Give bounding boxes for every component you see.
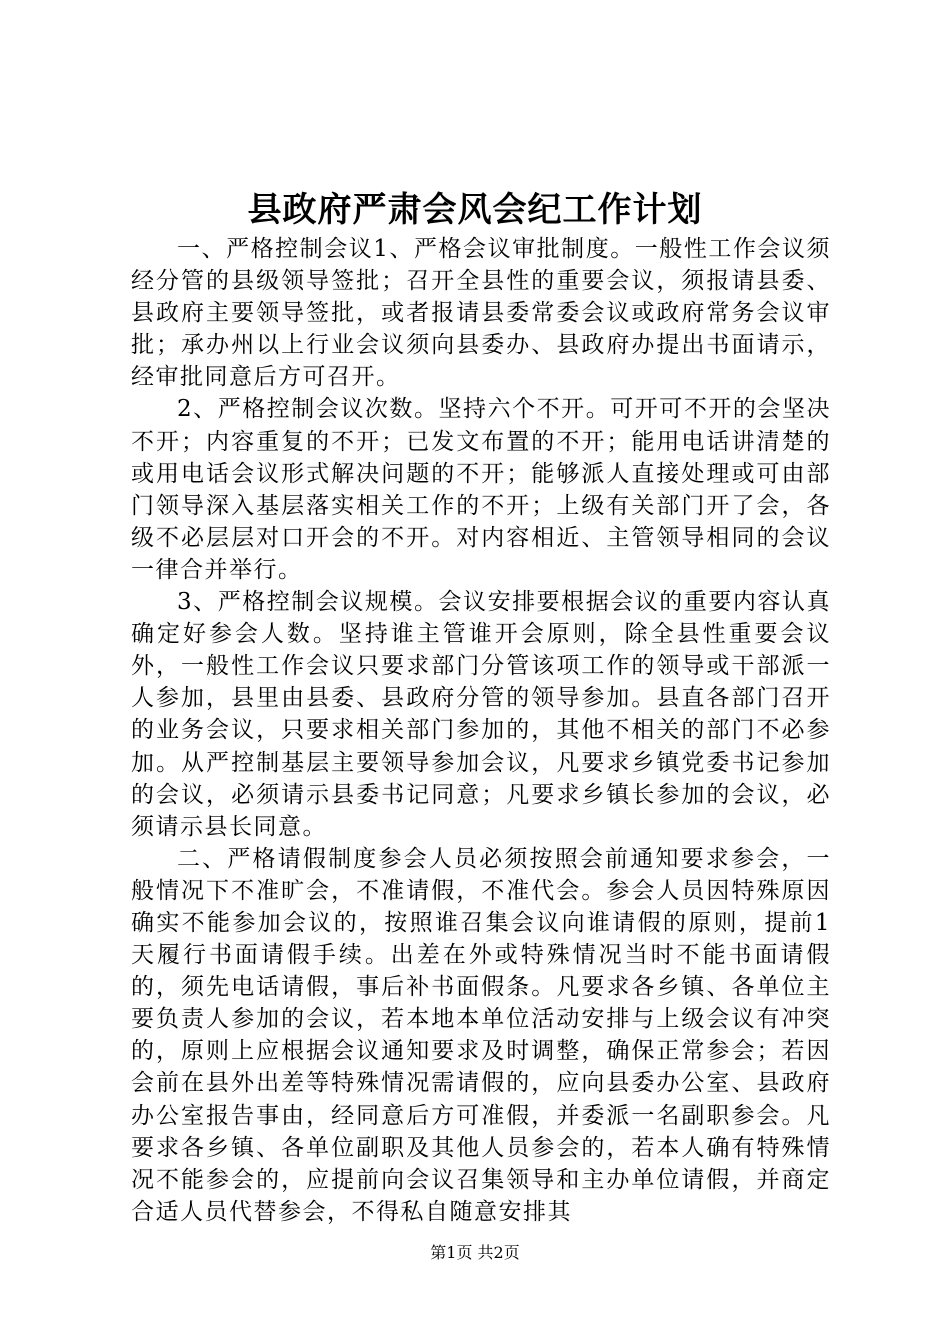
paragraph-meeting-scale: 3、严格控制会议规模。会议安排要根据会议的重要内容认真确定好参会人数。坚持谁主管谁开会原则，除全县性重要会议外，一般性工作会议只要求部门分管该项工作的领导或干部派一人参加，县里由县委、县政府分管的领导参加。县直各部门召开的业务会议，只要求相关部门参加的，其他不相关的部门不必参加。从严控制基层主要领导参加会议，凡要求乡镇党委书记参加的会议，必须请示县委书记同意；凡要求乡镇长参加的会议，必须请示县长同意。 xyxy=(131,589,831,840)
paragraph-leave-system: 二、严格请假制度参会人员必须按照会前通知要求参会，一般情况下不准旷会，不准请假，不准代会。参会人员因特殊原因确实不能参加会议的，按照谁召集会议向谁请假的原则，提前1天履行书面请假手续。出差在外或特殊情况当时不能书面请假的，须先电话请假，事后补书面假条。凡要求各乡镇、各单位主要负责人参加的会议，若本地本单位活动安排与上级会议有冲突的，原则上应根据会议通知要求及时调整，确保正常参会；若因会前在县外出差等特殊情况需请假的，应向县委办公室、县政府办公室报告事由，经同意后方可准假，并委派一名副职参会。凡要求各乡镇、各单位副职及其他人员参会的，若本人确有特殊情况不能参会的，应提前向会议召集领导和主办单位请假，并商定合适人员代替参会，不得私自随意安排其 xyxy=(131,845,831,1225)
document-body xyxy=(131,233,831,1228)
paragraph-meeting-frequency: 2、严格控制会议次数。坚持六个不开。可开可不开的会坚决不开；内容重复的不开；已发文布置的不开；能用电话讲清楚的或用电话会议形式解决问题的不开；能够派人直接处理或可由部门领导深入基层落实相关工作的不开；上级有关部门开了会，各级不必层层对口开会的不开。对内容相近、主管领导相同的会议一律合并举行。 xyxy=(131,396,831,583)
paragraph-meeting-approval: 一、严格控制会议1、严格会议审批制度。一般性工作会议须经分管的县级领导签批；召开全县性的重要会议，须报请县委、县政府主要领导签批，或者报请县委常委会议或政府常务会议审批；承办州以上行业会议须向县委办、县政府办提出书面请示，经审批同意后方可召开。 xyxy=(131,236,831,391)
page-number-footer: 第1页 共2页 xyxy=(430,1243,520,1262)
document-title: 县政府严肃会风会纪工作计划 xyxy=(247,190,703,230)
